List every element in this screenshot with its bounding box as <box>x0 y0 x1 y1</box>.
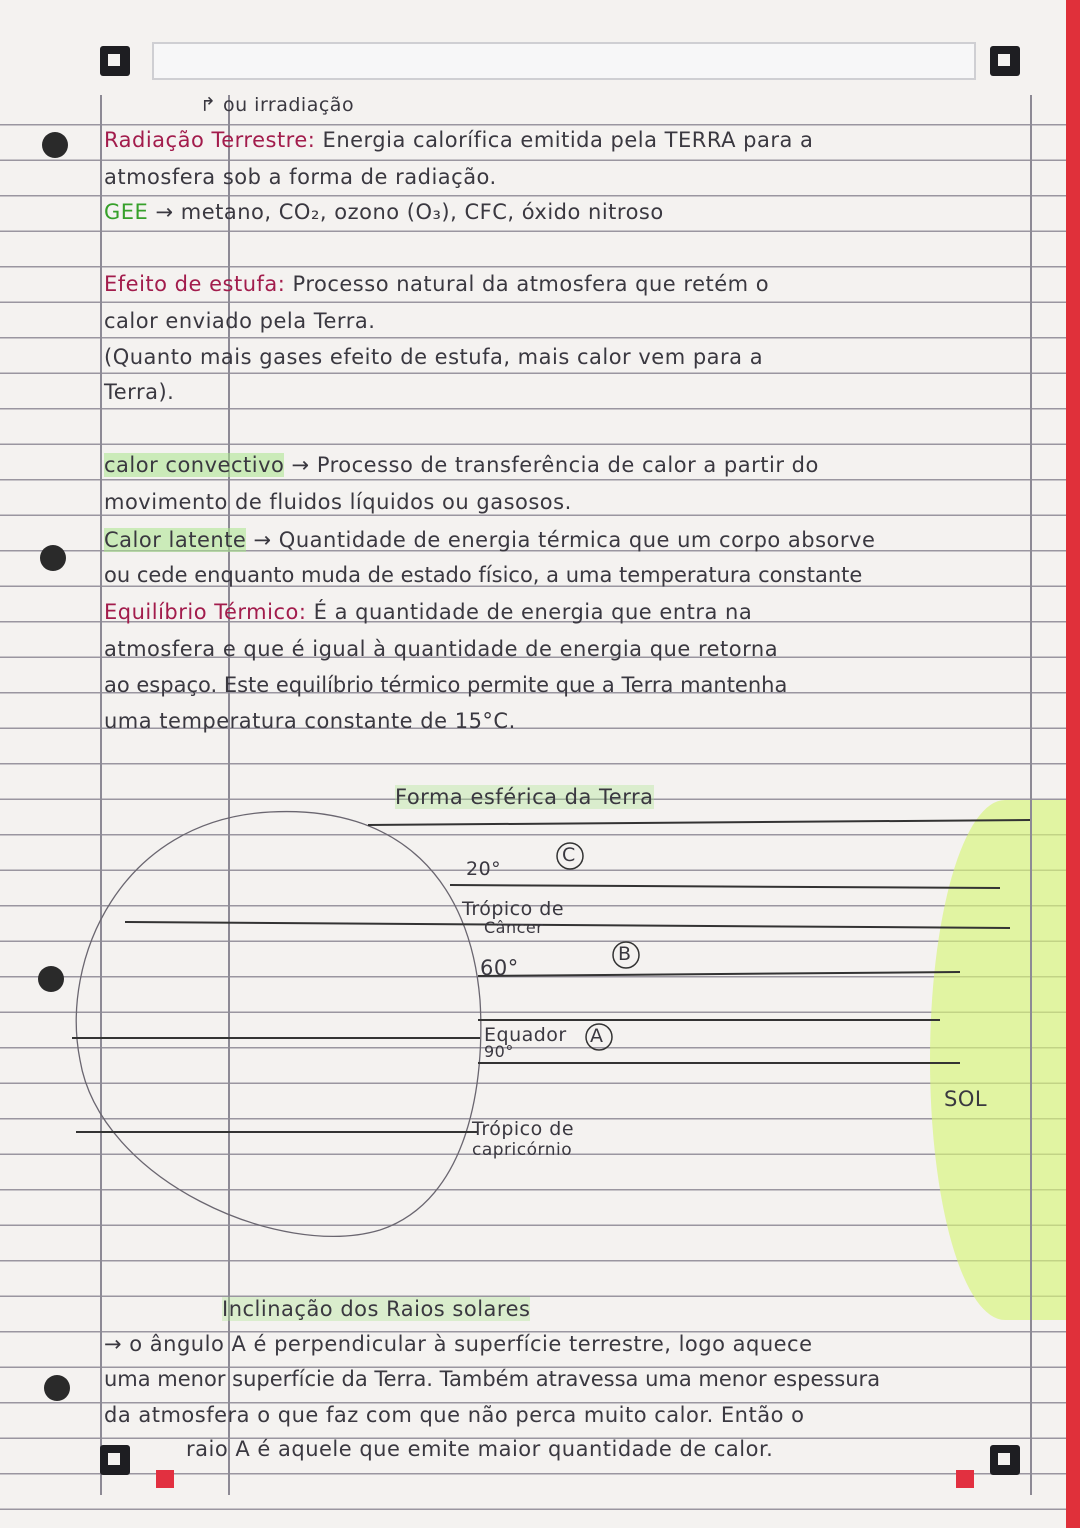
tropic-cancer-label-2: Câncer <box>484 918 544 937</box>
label-b: B <box>618 943 632 965</box>
label-c: C <box>562 844 576 866</box>
diagram-title: Forma esférica da Terra <box>395 785 654 809</box>
angle-a: 90° <box>484 1042 514 1061</box>
tropic-capricorn-label: Trópico de <box>472 1118 575 1140</box>
gee-list: → metano, CO₂, ozono (O₃), CFC, óxido nitroso <box>155 200 664 224</box>
angle-b: 60° <box>480 956 519 980</box>
rays-text: uma menor superfície da Terra. Também atravessa uma menor espessura <box>104 1367 881 1391</box>
definition-text: → Processo de transferência de calor a partir do <box>291 453 819 477</box>
definition-text: Energia calorífica emitida pela TERRA para a <box>322 128 814 152</box>
term-convectivo: calor convectivo <box>104 453 285 477</box>
definition-text: uma temperatura constante de 15°C. <box>104 709 516 733</box>
term-radiacao: Radiação Terrestre: <box>104 128 316 152</box>
definition-text: atmosfera sob a forma de radiação. <box>104 165 497 189</box>
rays-text: raio A é aquele que emite maior quantidade de calor. <box>186 1437 774 1461</box>
rays-title: Inclinação dos Raios solares <box>222 1297 531 1321</box>
ray-line-b <box>478 972 960 976</box>
tropic-capricorn-label-2: capricórnio <box>472 1140 573 1160</box>
ray-line <box>368 820 1030 825</box>
rays-text: da atmosfera o que faz com que não perca muito calor. Então o <box>104 1403 805 1427</box>
definition-text: É a quantidade de energia que entra na <box>313 600 753 624</box>
angle-c: 20° <box>466 858 502 880</box>
tropic-cancer-label: Trópico de <box>462 898 565 920</box>
definition-text: ou cede enquanto muda de estado físico, a uma temperatura constante <box>104 563 863 587</box>
rays-text: → o ângulo A é perpendicular à superfície terrestre, logo aquece <box>104 1332 813 1356</box>
term-equilibrio: Equilíbrio Térmico: <box>104 600 307 624</box>
earth-circle <box>76 812 481 1237</box>
annotation-text: ↱ ou irradiação <box>200 94 355 116</box>
definition-text: ao espaço. Este equilíbrio térmico permite que a Terra mantenha <box>104 673 788 697</box>
ray-line-c <box>450 885 1000 888</box>
label-a: A <box>590 1025 604 1047</box>
term-gee: GEE <box>104 200 149 224</box>
definition-text: Processo natural da atmosfera que retém o <box>292 272 770 296</box>
definition-text: atmosfera e que é igual à quantidade de energia que retorna <box>104 637 779 661</box>
definition-text: calor enviado pela Terra. <box>104 309 376 333</box>
equator-label: Equador <box>484 1024 567 1046</box>
definition-text: (Quanto mais gases efeito de estufa, mais calor vem para a <box>104 345 764 369</box>
tropic-cancer-line <box>125 922 1010 928</box>
term-estufa: Efeito de estufa: <box>104 272 286 296</box>
term-latente: Calor latente <box>104 528 247 552</box>
sun-label: SOL <box>944 1087 988 1111</box>
definition-text: Terra). <box>104 380 175 404</box>
definition-text: → Quantidade de energia térmica que um corpo absorve <box>253 528 876 552</box>
definition-text: movimento de fluidos líquidos ou gasosos. <box>104 490 572 514</box>
